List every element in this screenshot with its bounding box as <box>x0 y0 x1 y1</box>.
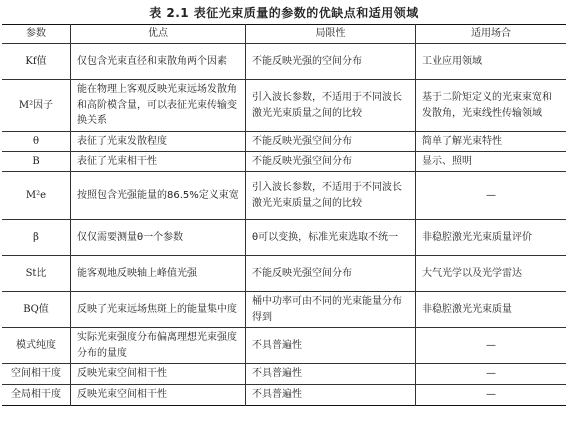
table-row <box>2 220 566 256</box>
apps-cell: 基于二阶矩定义的光束束宽和发散角，光束线性传输领域 <box>416 80 567 132</box>
table-row <box>2 385 566 406</box>
limits-cell: θ可以变换，标准光束选取不统一 <box>246 220 416 256</box>
header-apps: 适用场合 <box>416 25 567 44</box>
limits-cell: 桶中功率可由不同的光束能量分布得到 <box>246 292 416 328</box>
param-cell: 模式纯度 <box>2 328 71 364</box>
apps-cell: — <box>416 172 567 220</box>
pros-cell: 反映了光束远场焦斑上的能量集中度 <box>71 292 246 328</box>
limits-cell: 不具普遍性 <box>246 364 416 385</box>
apps-cell: 显示、照明 <box>416 152 567 172</box>
apps-cell: — <box>416 364 567 385</box>
table-row <box>2 44 566 80</box>
pros-cell: 表征了光束相干性 <box>71 152 246 172</box>
apps-cell: — <box>416 385 567 406</box>
table-row <box>2 256 566 292</box>
pros-cell: 仅包含光束直径和束散角两个因素 <box>71 44 246 80</box>
apps-cell: 大气光学以及光学雷达 <box>416 256 567 292</box>
header-param: 参数 <box>2 25 71 44</box>
header-limits: 局限性 <box>246 25 416 44</box>
apps-cell: 工业应用领域 <box>416 44 567 80</box>
header-pros: 优点 <box>71 25 246 44</box>
param-cell: β <box>2 220 71 256</box>
param-cell: BQ值 <box>2 292 71 328</box>
limits-cell: 不具普遍性 <box>246 328 416 364</box>
pros-cell: 反映光束空间相干性 <box>71 364 246 385</box>
pros-cell: 能在物理上客观反映光束远场发散角和高阶模含量，可以表征光束传输变换关系 <box>71 80 246 132</box>
table-row <box>2 172 566 220</box>
limits-cell: 不能反映光强的空间分布 <box>246 44 416 80</box>
table-row <box>2 364 566 385</box>
pros-cell: 实际光束强度分布偏离理想光束强度分布的量度 <box>71 328 246 364</box>
table-row <box>2 80 566 132</box>
table-row <box>2 328 566 364</box>
param-cell: B <box>2 152 71 172</box>
limits-cell: 不能反映光强空间分布 <box>246 132 416 152</box>
param-cell: θ <box>2 132 71 152</box>
pros-cell: 按照包含光强能量的86.5%定义束宽 <box>71 172 246 220</box>
parameter-table <box>2 24 566 406</box>
param-cell: Kf值 <box>2 44 71 80</box>
param-cell: 全局相干度 <box>2 385 71 406</box>
limits-cell: 不具普遍性 <box>246 385 416 406</box>
limits-cell: 不能反映光强空间分布 <box>246 152 416 172</box>
param-cell: St比 <box>2 256 71 292</box>
limits-cell: 引入波长参数，不适用于不同波长激光光束质量之间的比较 <box>246 172 416 220</box>
apps-cell: 简单了解光束特性 <box>416 132 567 152</box>
table-caption: 表 2.1 表征光束质量的参数的优缺点和适用领域 <box>149 6 419 20</box>
pros-cell: 仅仅需要测量θ一个参数 <box>71 220 246 256</box>
limits-cell: 不能反映光强空间分布 <box>246 256 416 292</box>
table-row <box>2 132 566 152</box>
pros-cell: 反映光束空间相干性 <box>71 385 246 406</box>
apps-cell: 非稳腔激光光束质量 <box>416 292 567 328</box>
pros-cell: 表征了光束发散程度 <box>71 132 246 152</box>
pros-cell: 能客观地反映轴上峰值光强 <box>71 256 246 292</box>
header-row <box>2 25 566 44</box>
apps-cell: — <box>416 328 567 364</box>
table-row <box>2 152 566 172</box>
param-cell: M²e <box>2 172 71 220</box>
param-cell: 空间相干度 <box>2 364 71 385</box>
table-row <box>2 292 566 328</box>
apps-cell: 非稳腔激光光束质量评价 <box>416 220 567 256</box>
limits-cell: 引入波长参数，不适用于不同波长激光光束质量之间的比较 <box>246 80 416 132</box>
param-cell: M²因子 <box>2 80 71 132</box>
